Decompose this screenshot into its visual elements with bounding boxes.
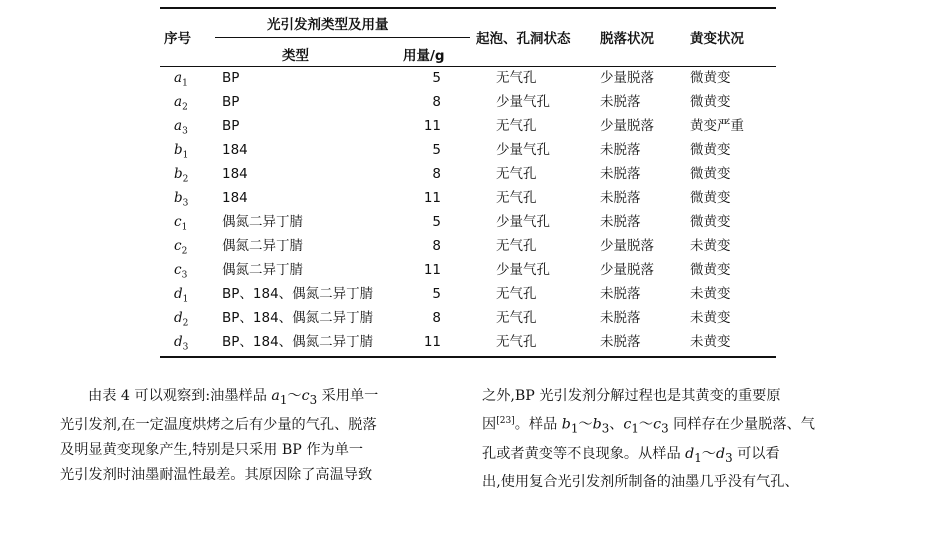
initiator-amount: 8: [432, 310, 441, 326]
initiator-amount: 8: [432, 166, 441, 182]
table-row: [0, 210, 928, 234]
citation-ref: [23]: [496, 416, 515, 426]
header-type: 类型: [282, 48, 309, 64]
initiator-type: 偶氮二异丁腈: [222, 238, 303, 254]
yellow-state: 黄变严重: [690, 118, 744, 134]
header-group-rule: [215, 37, 470, 38]
sample-id: $a_1$: [174, 70, 188, 89]
initiator-type: BP、184、偶氮二异丁腈: [222, 334, 374, 350]
table-top-rule: [160, 7, 776, 9]
paragraph-line: 光引发剂,在一定温度烘烤之后有少量的气孔、脱落: [60, 416, 377, 433]
paragraph-line: 之外,BP 光引发剂分解过程也是其黄变的重要原: [482, 388, 781, 404]
initiator-amount: 5: [432, 214, 441, 230]
table-row: [0, 234, 928, 258]
header-yellow: 黄变状况: [690, 31, 744, 47]
header-group: 光引发剂类型及用量: [267, 17, 389, 33]
paragraph-line: 光引发剂时油墨耐温性最差。其原因除了高温导致: [60, 466, 373, 483]
bubble-state: 少量气孔: [496, 214, 550, 230]
header-bubble: 起泡、孔洞状态: [476, 31, 571, 47]
initiator-amount: 5: [432, 142, 441, 158]
yellow-state: 微黄变: [690, 142, 731, 158]
bubble-state: 无气孔: [496, 310, 537, 326]
initiator-amount: 5: [432, 70, 441, 86]
sample-id: $b_2$: [174, 166, 189, 185]
header-peel: 脱落状况: [600, 31, 654, 47]
sample-id: $d_2$: [174, 310, 189, 329]
peel-state: 未脱落: [600, 94, 641, 110]
initiator-amount: 8: [432, 94, 441, 110]
bubble-state: 少量气孔: [496, 142, 550, 158]
sample-id: $d_1$: [174, 286, 189, 305]
initiator-type: BP: [222, 70, 240, 86]
initiator-type: 184: [222, 142, 248, 158]
bubble-state: 无气孔: [496, 238, 537, 254]
peel-state: 少量脱落: [600, 262, 654, 278]
initiator-amount: 11: [423, 190, 441, 206]
bubble-state: 无气孔: [496, 166, 537, 182]
initiator-type: 184: [222, 166, 248, 182]
peel-state: 少量脱落: [600, 238, 654, 254]
bubble-state: 少量气孔: [496, 94, 550, 110]
paragraph-line: 因[23]。样品 $b_1\sim b_3$、$c_1\sim c_3$ 同样存在少量脱落、气: [482, 416, 815, 436]
bubble-state: 无气孔: [496, 118, 537, 134]
bubble-state: 无气孔: [496, 70, 537, 86]
table-row: [0, 162, 928, 186]
table-row: [0, 186, 928, 210]
table-row: [0, 90, 928, 114]
table-row: [0, 282, 928, 306]
sample-id: $c_3$: [174, 262, 188, 281]
paragraph-line: 由表 4 可以观察到:油墨样品 $a_1\sim c_3$ 采用单一: [88, 388, 379, 407]
peel-state: 少量脱落: [600, 118, 654, 134]
paragraph-line: 出,使用复合光引发剂所制备的油墨几乎没有气孔、: [482, 474, 799, 491]
bubble-state: 无气孔: [496, 190, 537, 206]
header-no: 序号: [164, 31, 191, 47]
initiator-amount: 11: [423, 262, 441, 278]
table-row: [0, 66, 928, 90]
sample-id: $c_2$: [174, 238, 188, 257]
peel-state: 未脱落: [600, 190, 641, 206]
initiator-type: 偶氮二异丁腈: [222, 214, 303, 230]
sample-id: $d_3$: [174, 334, 189, 353]
initiator-amount: 5: [432, 286, 441, 302]
initiator-amount: 8: [432, 238, 441, 254]
yellow-state: 微黄变: [690, 262, 731, 278]
initiator-type: BP: [222, 118, 240, 134]
sample-id: $c_1$: [174, 214, 188, 233]
table-row: [0, 114, 928, 138]
peel-state: 未脱落: [600, 214, 641, 230]
initiator-type: BP、184、偶氮二异丁腈: [222, 310, 374, 326]
initiator-type: 偶氮二异丁腈: [222, 262, 303, 278]
initiator-type: BP: [222, 94, 240, 110]
yellow-state: 微黄变: [690, 70, 731, 86]
table-row: [0, 306, 928, 330]
peel-state: 未脱落: [600, 310, 641, 326]
bubble-state: 少量气孔: [496, 262, 550, 278]
initiator-type: BP、184、偶氮二异丁腈: [222, 286, 374, 302]
yellow-state: 微黄变: [690, 94, 731, 110]
sample-id: $b_3$: [174, 190, 189, 209]
initiator-amount: 11: [423, 334, 441, 350]
sample-id: $a_3$: [174, 118, 188, 137]
initiator-type: 184: [222, 190, 248, 206]
peel-state: 未脱落: [600, 334, 641, 350]
body-column-left: [60, 384, 452, 488]
initiator-amount: 11: [423, 118, 441, 134]
yellow-state: 未黄变: [690, 334, 731, 350]
table-row: [0, 330, 928, 354]
table-row: [0, 138, 928, 162]
peel-state: 未脱落: [600, 286, 641, 302]
yellow-state: 未黄变: [690, 286, 731, 302]
yellow-state: 微黄变: [690, 190, 731, 206]
table-row: [0, 258, 928, 282]
sample-id: $b_1$: [174, 142, 189, 161]
yellow-state: 未黄变: [690, 310, 731, 326]
header-amount: 用量/g: [403, 48, 445, 64]
table-bottom-rule: [160, 356, 776, 358]
sample-id: $a_2$: [174, 94, 188, 113]
bubble-state: 无气孔: [496, 334, 537, 350]
peel-state: 少量脱落: [600, 70, 654, 86]
yellow-state: 未黄变: [690, 238, 731, 254]
yellow-state: 微黄变: [690, 166, 731, 182]
peel-state: 未脱落: [600, 142, 641, 158]
paragraph-line: 及明显黄变现象产生,特别是只采用 BP 作为单一: [60, 441, 364, 458]
bubble-state: 无气孔: [496, 286, 537, 302]
yellow-state: 微黄变: [690, 214, 731, 230]
body-column-right: [482, 384, 874, 495]
peel-state: 未脱落: [600, 166, 641, 182]
paragraph-line: 孔或者黄变等不良现象。从样品 $d_1\sim d_3$ 可以看: [482, 445, 780, 465]
